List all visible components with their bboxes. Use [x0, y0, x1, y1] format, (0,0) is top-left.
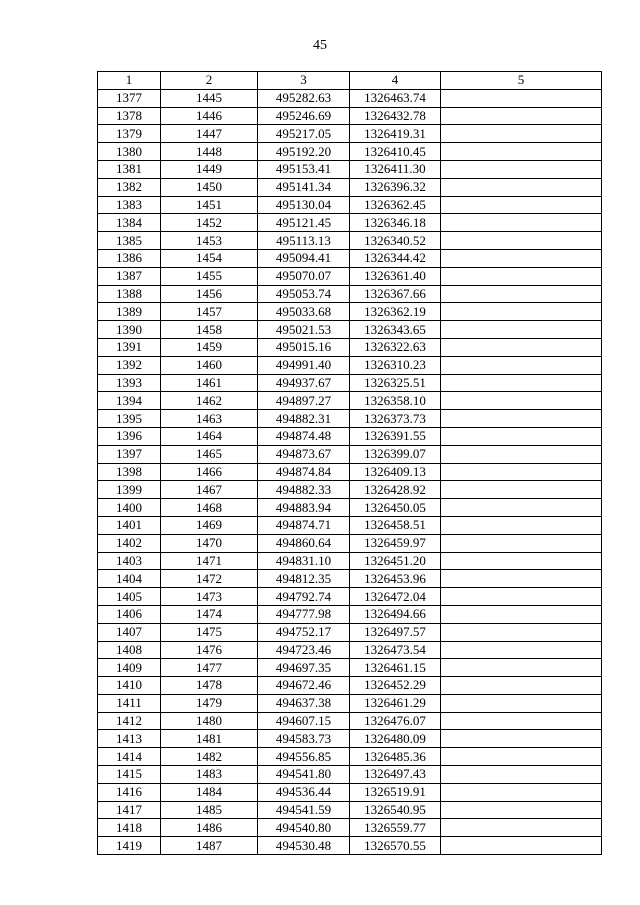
column-header-5: 5: [441, 72, 602, 90]
table-row: [98, 143, 602, 161]
table-row: [98, 267, 602, 285]
index-cell: 1481: [161, 730, 258, 748]
y-coordinate-cell: 1326450.05: [350, 499, 441, 517]
index-cell: 1456: [161, 285, 258, 303]
note-cell: [441, 125, 602, 143]
table-row: [98, 303, 602, 321]
point-number-cell: 1381: [98, 160, 161, 178]
point-number-cell: 1417: [98, 801, 161, 819]
index-cell: 1472: [161, 570, 258, 588]
table-row: [98, 605, 602, 623]
y-coordinate-cell: 1326540.95: [350, 801, 441, 819]
index-cell: 1455: [161, 267, 258, 285]
point-number-cell: 1403: [98, 552, 161, 570]
index-cell: 1469: [161, 516, 258, 534]
point-number-cell: 1414: [98, 748, 161, 766]
table-row: [98, 677, 602, 695]
table-row: [98, 712, 602, 730]
point-number-cell: 1377: [98, 89, 161, 107]
y-coordinate-cell: 1326459.97: [350, 534, 441, 552]
column-header-3: 3: [258, 72, 350, 90]
point-number-cell: 1419: [98, 837, 161, 855]
table-row: [98, 196, 602, 214]
x-coordinate-cell: 494536.44: [258, 783, 350, 801]
table-row: [98, 730, 602, 748]
table-row: [98, 499, 602, 517]
index-cell: 1470: [161, 534, 258, 552]
point-number-cell: 1407: [98, 623, 161, 641]
point-number-cell: 1399: [98, 481, 161, 499]
y-coordinate-cell: 1326373.73: [350, 410, 441, 428]
note-cell: [441, 392, 602, 410]
point-number-cell: 1413: [98, 730, 161, 748]
point-number-cell: 1400: [98, 499, 161, 517]
x-coordinate-cell: 494812.35: [258, 570, 350, 588]
y-coordinate-cell: 1326411.30: [350, 160, 441, 178]
point-number-cell: 1386: [98, 249, 161, 267]
x-coordinate-cell: 494792.74: [258, 588, 350, 606]
index-cell: 1447: [161, 125, 258, 143]
point-number-cell: 1409: [98, 659, 161, 677]
note-cell: [441, 321, 602, 339]
note-cell: [441, 249, 602, 267]
note-cell: [441, 374, 602, 392]
x-coordinate-cell: 495192.20: [258, 143, 350, 161]
x-coordinate-cell: 495246.69: [258, 107, 350, 125]
table-row: [98, 641, 602, 659]
table-row: [98, 427, 602, 445]
y-coordinate-cell: 1326362.19: [350, 303, 441, 321]
x-coordinate-cell: 494882.31: [258, 410, 350, 428]
table-row: [98, 748, 602, 766]
index-cell: 1462: [161, 392, 258, 410]
note-cell: [441, 659, 602, 677]
note-cell: [441, 267, 602, 285]
point-number-cell: 1389: [98, 303, 161, 321]
x-coordinate-cell: 495021.53: [258, 321, 350, 339]
y-coordinate-cell: 1326451.20: [350, 552, 441, 570]
note-cell: [441, 356, 602, 374]
note-cell: [441, 623, 602, 641]
index-cell: 1454: [161, 249, 258, 267]
point-number-cell: 1391: [98, 338, 161, 356]
point-number-cell: 1412: [98, 712, 161, 730]
table-body: [98, 89, 602, 854]
y-coordinate-cell: 1326559.77: [350, 819, 441, 837]
note-cell: [441, 801, 602, 819]
y-coordinate-cell: 1326343.65: [350, 321, 441, 339]
point-number-cell: 1387: [98, 267, 161, 285]
note-cell: [441, 712, 602, 730]
x-coordinate-cell: 494991.40: [258, 356, 350, 374]
note-cell: [441, 819, 602, 837]
note-cell: [441, 338, 602, 356]
index-cell: 1448: [161, 143, 258, 161]
point-number-cell: 1382: [98, 178, 161, 196]
table-row: [98, 801, 602, 819]
x-coordinate-cell: 495217.05: [258, 125, 350, 143]
index-cell: 1464: [161, 427, 258, 445]
note-cell: [441, 730, 602, 748]
point-number-cell: 1401: [98, 516, 161, 534]
x-coordinate-cell: 494873.67: [258, 445, 350, 463]
y-coordinate-cell: 1326473.54: [350, 641, 441, 659]
y-coordinate-cell: 1326367.66: [350, 285, 441, 303]
note-cell: [441, 481, 602, 499]
table-row: [98, 445, 602, 463]
table-row: [98, 214, 602, 232]
table-row: [98, 285, 602, 303]
x-coordinate-cell: 494897.27: [258, 392, 350, 410]
index-cell: 1450: [161, 178, 258, 196]
table-row: [98, 516, 602, 534]
note-cell: [441, 143, 602, 161]
x-coordinate-cell: 495282.63: [258, 89, 350, 107]
x-coordinate-cell: 494672.46: [258, 677, 350, 695]
table-row: [98, 356, 602, 374]
note-cell: [441, 605, 602, 623]
table-row: [98, 232, 602, 250]
x-coordinate-cell: 494874.84: [258, 463, 350, 481]
table-row: [98, 783, 602, 801]
table-row: [98, 837, 602, 855]
note-cell: [441, 427, 602, 445]
column-header-4: 4: [350, 72, 441, 90]
index-cell: 1477: [161, 659, 258, 677]
index-cell: 1457: [161, 303, 258, 321]
index-cell: 1460: [161, 356, 258, 374]
point-number-cell: 1379: [98, 125, 161, 143]
x-coordinate-cell: 494883.94: [258, 499, 350, 517]
point-number-cell: 1408: [98, 641, 161, 659]
point-number-cell: 1383: [98, 196, 161, 214]
x-coordinate-cell: 495015.16: [258, 338, 350, 356]
note-cell: [441, 748, 602, 766]
note-cell: [441, 837, 602, 855]
index-cell: 1468: [161, 499, 258, 517]
table-row: [98, 659, 602, 677]
index-cell: 1458: [161, 321, 258, 339]
point-number-cell: 1410: [98, 677, 161, 695]
x-coordinate-cell: 494607.15: [258, 712, 350, 730]
index-cell: 1478: [161, 677, 258, 695]
x-coordinate-cell: 494882.33: [258, 481, 350, 499]
y-coordinate-cell: 1326310.23: [350, 356, 441, 374]
x-coordinate-cell: 494831.10: [258, 552, 350, 570]
y-coordinate-cell: 1326458.51: [350, 516, 441, 534]
index-cell: 1482: [161, 748, 258, 766]
x-coordinate-cell: 494556.85: [258, 748, 350, 766]
index-cell: 1483: [161, 766, 258, 784]
y-coordinate-cell: 1326519.91: [350, 783, 441, 801]
note-cell: [441, 783, 602, 801]
x-coordinate-cell: 495113.13: [258, 232, 350, 250]
note-cell: [441, 160, 602, 178]
x-coordinate-cell: 494752.17: [258, 623, 350, 641]
table-row: [98, 374, 602, 392]
note-cell: [441, 107, 602, 125]
y-coordinate-cell: 1326461.29: [350, 694, 441, 712]
note-cell: [441, 463, 602, 481]
point-number-cell: 1418: [98, 819, 161, 837]
index-cell: 1452: [161, 214, 258, 232]
column-header-1: 1: [98, 72, 161, 90]
y-coordinate-cell: 1326361.40: [350, 267, 441, 285]
x-coordinate-cell: 494874.71: [258, 516, 350, 534]
point-number-cell: 1411: [98, 694, 161, 712]
note-cell: [441, 214, 602, 232]
index-cell: 1480: [161, 712, 258, 730]
table-row: [98, 552, 602, 570]
x-coordinate-cell: 494530.48: [258, 837, 350, 855]
y-coordinate-cell: 1326453.96: [350, 570, 441, 588]
x-coordinate-cell: 494860.64: [258, 534, 350, 552]
index-cell: 1476: [161, 641, 258, 659]
index-cell: 1466: [161, 463, 258, 481]
point-number-cell: 1378: [98, 107, 161, 125]
y-coordinate-cell: 1326391.55: [350, 427, 441, 445]
y-coordinate-cell: 1326497.43: [350, 766, 441, 784]
point-number-cell: 1385: [98, 232, 161, 250]
index-cell: 1461: [161, 374, 258, 392]
note-cell: [441, 445, 602, 463]
point-number-cell: 1388: [98, 285, 161, 303]
point-number-cell: 1390: [98, 321, 161, 339]
x-coordinate-cell: 495153.41: [258, 160, 350, 178]
y-coordinate-cell: 1326497.57: [350, 623, 441, 641]
y-coordinate-cell: 1326409.13: [350, 463, 441, 481]
note-cell: [441, 285, 602, 303]
column-header-2: 2: [161, 72, 258, 90]
x-coordinate-cell: 494541.80: [258, 766, 350, 784]
note-cell: [441, 534, 602, 552]
y-coordinate-cell: 1326325.51: [350, 374, 441, 392]
x-coordinate-cell: 495141.34: [258, 178, 350, 196]
coordinates-table: [97, 71, 602, 855]
table-row: [98, 819, 602, 837]
point-number-cell: 1402: [98, 534, 161, 552]
note-cell: [441, 570, 602, 588]
y-coordinate-cell: 1326472.04: [350, 588, 441, 606]
y-coordinate-cell: 1326399.07: [350, 445, 441, 463]
table-row: [98, 570, 602, 588]
index-cell: 1451: [161, 196, 258, 214]
table-row: [98, 534, 602, 552]
table-row: [98, 392, 602, 410]
table-row: [98, 588, 602, 606]
table-row: [98, 178, 602, 196]
y-coordinate-cell: 1326485.36: [350, 748, 441, 766]
y-coordinate-cell: 1326358.10: [350, 392, 441, 410]
x-coordinate-cell: 495130.04: [258, 196, 350, 214]
index-cell: 1465: [161, 445, 258, 463]
index-cell: 1479: [161, 694, 258, 712]
table-row: [98, 89, 602, 107]
note-cell: [441, 766, 602, 784]
index-cell: 1486: [161, 819, 258, 837]
note-cell: [441, 588, 602, 606]
index-cell: 1474: [161, 605, 258, 623]
y-coordinate-cell: 1326452.29: [350, 677, 441, 695]
y-coordinate-cell: 1326396.32: [350, 178, 441, 196]
y-coordinate-cell: 1326570.55: [350, 837, 441, 855]
point-number-cell: 1395: [98, 410, 161, 428]
x-coordinate-cell: 494637.38: [258, 694, 350, 712]
index-cell: 1471: [161, 552, 258, 570]
point-number-cell: 1380: [98, 143, 161, 161]
point-number-cell: 1397: [98, 445, 161, 463]
index-cell: 1446: [161, 107, 258, 125]
y-coordinate-cell: 1326432.78: [350, 107, 441, 125]
note-cell: [441, 410, 602, 428]
note-cell: [441, 552, 602, 570]
point-number-cell: 1396: [98, 427, 161, 445]
x-coordinate-cell: 495053.74: [258, 285, 350, 303]
x-coordinate-cell: 495033.68: [258, 303, 350, 321]
index-cell: 1467: [161, 481, 258, 499]
y-coordinate-cell: 1326480.09: [350, 730, 441, 748]
x-coordinate-cell: 494540.80: [258, 819, 350, 837]
y-coordinate-cell: 1326344.42: [350, 249, 441, 267]
table-row: [98, 160, 602, 178]
y-coordinate-cell: 1326322.63: [350, 338, 441, 356]
table-row: [98, 338, 602, 356]
x-coordinate-cell: 494723.46: [258, 641, 350, 659]
point-number-cell: 1394: [98, 392, 161, 410]
y-coordinate-cell: 1326346.18: [350, 214, 441, 232]
point-number-cell: 1392: [98, 356, 161, 374]
note-cell: [441, 516, 602, 534]
note-cell: [441, 641, 602, 659]
index-cell: 1445: [161, 89, 258, 107]
index-cell: 1473: [161, 588, 258, 606]
x-coordinate-cell: 494583.73: [258, 730, 350, 748]
x-coordinate-cell: 494937.67: [258, 374, 350, 392]
point-number-cell: 1416: [98, 783, 161, 801]
table-row: [98, 410, 602, 428]
note-cell: [441, 89, 602, 107]
table-row: [98, 321, 602, 339]
table-row: [98, 463, 602, 481]
table-row: [98, 481, 602, 499]
note-cell: [441, 196, 602, 214]
table-row: [98, 125, 602, 143]
y-coordinate-cell: 1326428.92: [350, 481, 441, 499]
index-cell: 1463: [161, 410, 258, 428]
note-cell: [441, 499, 602, 517]
x-coordinate-cell: 494697.35: [258, 659, 350, 677]
index-cell: 1453: [161, 232, 258, 250]
y-coordinate-cell: 1326476.07: [350, 712, 441, 730]
x-coordinate-cell: 494874.48: [258, 427, 350, 445]
note-cell: [441, 232, 602, 250]
point-number-cell: 1405: [98, 588, 161, 606]
index-cell: 1485: [161, 801, 258, 819]
table-row: [98, 623, 602, 641]
table-header-row: [98, 72, 602, 90]
x-coordinate-cell: 495070.07: [258, 267, 350, 285]
point-number-cell: 1393: [98, 374, 161, 392]
y-coordinate-cell: 1326419.31: [350, 125, 441, 143]
y-coordinate-cell: 1326340.52: [350, 232, 441, 250]
point-number-cell: 1415: [98, 766, 161, 784]
y-coordinate-cell: 1326410.45: [350, 143, 441, 161]
table-row: [98, 107, 602, 125]
index-cell: 1487: [161, 837, 258, 855]
table-row: [98, 694, 602, 712]
point-number-cell: 1404: [98, 570, 161, 588]
x-coordinate-cell: 495121.45: [258, 214, 350, 232]
index-cell: 1459: [161, 338, 258, 356]
point-number-cell: 1384: [98, 214, 161, 232]
x-coordinate-cell: 494541.59: [258, 801, 350, 819]
y-coordinate-cell: 1326362.45: [350, 196, 441, 214]
y-coordinate-cell: 1326461.15: [350, 659, 441, 677]
note-cell: [441, 677, 602, 695]
table-row: [98, 249, 602, 267]
table-row: [98, 766, 602, 784]
x-coordinate-cell: 494777.98: [258, 605, 350, 623]
index-cell: 1449: [161, 160, 258, 178]
index-cell: 1484: [161, 783, 258, 801]
point-number-cell: 1406: [98, 605, 161, 623]
x-coordinate-cell: 495094.41: [258, 249, 350, 267]
page-number: 45: [313, 38, 327, 53]
index-cell: 1475: [161, 623, 258, 641]
y-coordinate-cell: 1326494.66: [350, 605, 441, 623]
y-coordinate-cell: 1326463.74: [350, 89, 441, 107]
note-cell: [441, 303, 602, 321]
note-cell: [441, 694, 602, 712]
point-number-cell: 1398: [98, 463, 161, 481]
note-cell: [441, 178, 602, 196]
